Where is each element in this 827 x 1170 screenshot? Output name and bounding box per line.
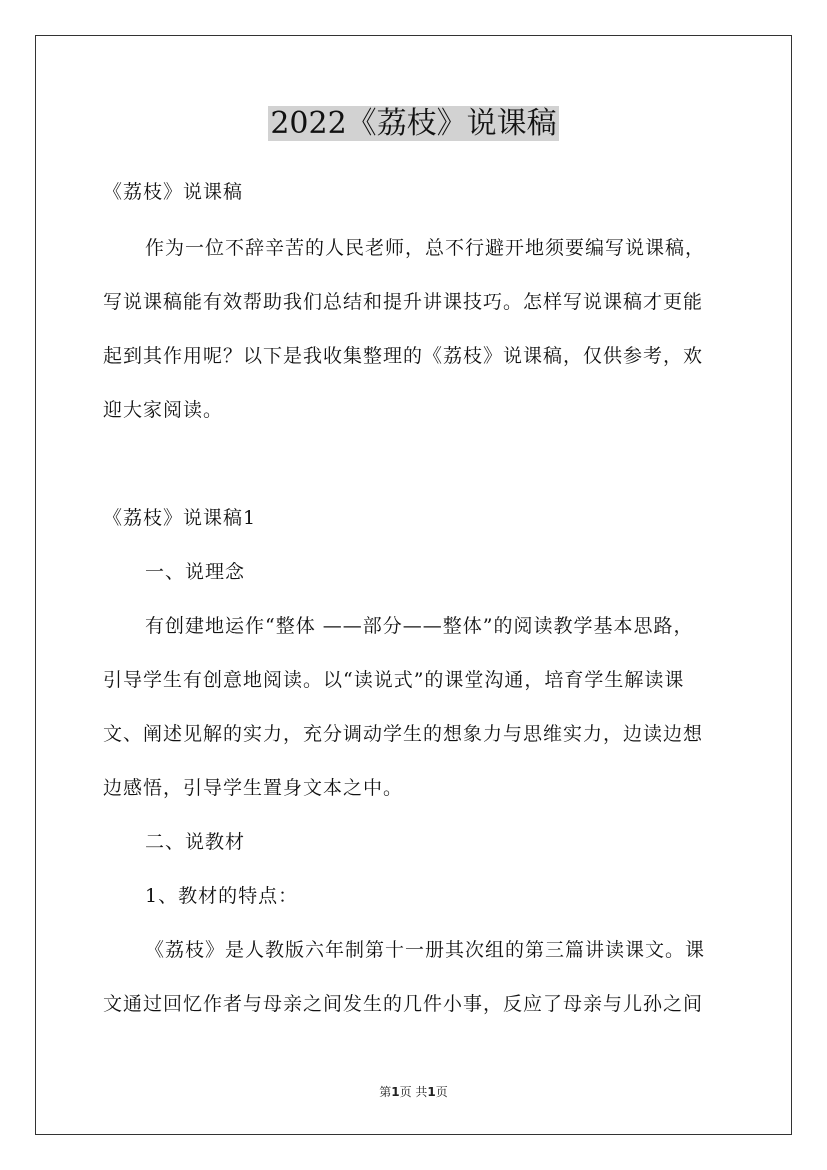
text-line: 边感悟，引导学生置身文本之中。 [103,777,404,799]
footer-prefix: 第 [379,1085,392,1099]
text-line: 文、阐述见解的实力，充分调动学生的想象力与思维实力，边读边想 [103,723,704,745]
document-title [0,104,827,144]
text-line: 《荔枝》是人教版六年制第十一册其次组的第三篇讲读课文。课 [145,939,706,961]
text-line: 有创建地运作“整体 ——部分——整体”的阅读教学基本思路， [145,615,694,637]
subsection-heading: 二、说教材 [145,831,246,853]
footer-page-current: 1 [391,1085,400,1099]
subsection-heading: 一、说理念 [145,561,246,583]
footer-mid: 页 共 [399,1085,428,1099]
text-line: 迎大家阅读。 [103,399,224,421]
text-line: 文通过回忆作者与母亲之间发生的几件小事，反应了母亲与儿孙之间 [103,993,704,1015]
text-line: 作为一位不辞辛苦的人民老师，总不行避开地须要编写说课稿， [145,237,706,259]
section-heading: 《荔枝》说课稿1 [103,507,257,529]
footer-suffix: 页 [435,1085,448,1099]
text-line: 写说课稿能有效帮助我们总结和提升讲课技巧。怎样写说课稿才更能 [103,291,704,313]
subsection-heading: 1、教材的特点： [145,885,299,907]
text-line: 起到其作用呢？以下是我收集整理的《荔枝》说课稿，仅供参考，欢 [103,345,704,367]
page-footer [0,1083,827,1100]
footer-page-total: 1 [427,1085,436,1099]
document-title-text: 2022《荔枝》说课稿 [270,106,557,141]
text-line: 《荔枝》说课稿 [103,181,244,203]
text-line: 引导学生有创意地阅读。以“读说式”的课堂沟通，培育学生解读课 [103,669,685,691]
